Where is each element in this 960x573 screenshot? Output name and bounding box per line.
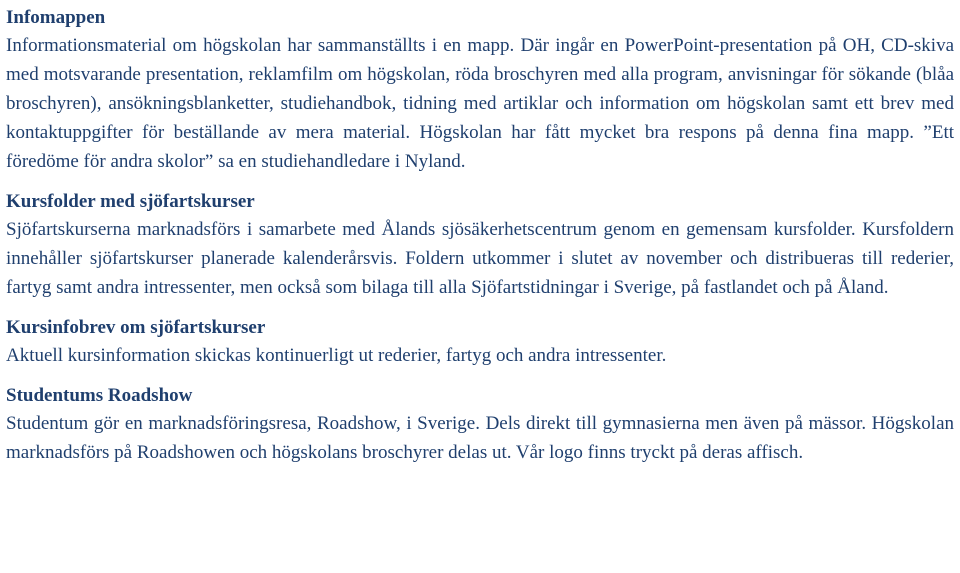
section-roadshow <box>6 382 954 467</box>
section-heading: Studentums Roadshow <box>6 385 193 406</box>
section-body: Studentum gör en marknadsföringsresa, Roadshow, i Sverige. Dels direkt till gymnasierna men även på mässor. Högskolan marknadsförs på Roadshowen och högskolans broschyrer delas ut. Vår logo finns tryckt på deras affisch. <box>6 413 954 463</box>
section-heading: Kursinfobrev om sjöfartskurser <box>6 317 266 338</box>
section-body: Aktuell kursinformation skickas kontinuerligt ut rederier, fartyg och andra intressenter. <box>6 345 667 366</box>
section-body: Informationsmaterial om högskolan har sammanställts i en mapp. Där ingår en PowerPoint-presentation på OH, CD-skiva med motsvarande presentation, reklamfilm om högskolan, röda broschyren med alla program, anvisningar för sökande (blåa broschyren), ansökningsblanketter, studiehandbok, tidning med artiklar och information om högskolan samt ett brev med kontaktuppgifter för beställande av mera material. Högskolan har fått mycket bra respons på denna fina mapp. ”Ett föredöme för andra skolor” sa en studiehandledare i Nyland. <box>6 35 954 172</box>
section-heading: Infomappen <box>6 7 106 28</box>
section-heading: Kursfolder med sjöfartskurser <box>6 191 255 212</box>
section-kursfolder <box>6 188 954 302</box>
section-infomappen <box>6 4 954 176</box>
section-kursinfobrev <box>6 314 954 370</box>
section-body: Sjöfartskurserna marknadsförs i samarbete med Ålands sjösäkerhetscentrum genom en gemensam kursfolder. Kursfoldern innehåller sjöfartskurser planerade kalenderårsvis. Foldern utkommer i slutet av november och distribueras till rederier, fartyg samt andra intressenter, men också som bilaga till alla Sjöfartstidningar i Sverige, på fastlandet och på Åland. <box>6 219 954 298</box>
